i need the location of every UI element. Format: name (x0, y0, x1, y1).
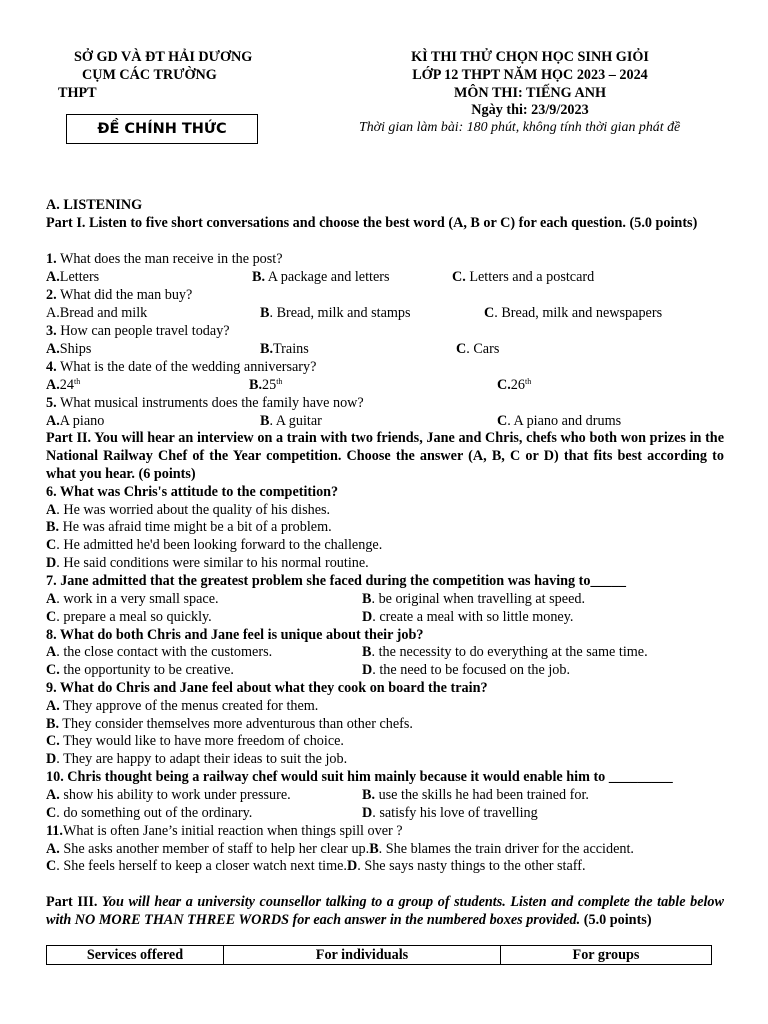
part1-title: Part I. Listen to five short conversations and choose the best word (A, B or C) for each question. (5.0 points) (46, 215, 698, 231)
exam-time: Thời gian làm bài: 180 phút, không tính thời gian phát đề (359, 120, 681, 135)
option-8c: C. the opportunity to be creative. (46, 662, 234, 678)
option-8d: D. the need to be focused on the job. (362, 662, 571, 678)
question-9: 9. What do Chris and Jane feel about what they cook on board the train? (46, 680, 488, 696)
question-4: 4. What is the date of the wedding anniversary? (46, 359, 317, 375)
option-6a: A. He was worried about the quality of his dishes. (46, 502, 331, 518)
question-7: 7. Jane admitted that the greatest problem she faced during the competition was having to_____ (46, 573, 626, 589)
option-6d: D. He said conditions were similar to his normal routine. (46, 555, 369, 571)
school-type: THPT (58, 85, 97, 101)
option-10d: D. satisfy his love of travelling (362, 805, 538, 821)
option-3a: A.Ships (46, 341, 92, 357)
option-10b: B. use the skills he had been trained for. (362, 787, 589, 803)
exam-grade-year: LỚP 12 THPT NĂM HỌC 2023 – 2024 (412, 67, 648, 83)
option-2a: A.Bread and milk (46, 305, 148, 321)
official-exam-box: ĐỀ CHÍNH THỨC (66, 114, 258, 144)
part3-instructions: Part III. You will hear a university counsellor talking to a group of students. Listen and complete the table below with NO MORE THAN THREE WORDS for each answer in the numbered boxes provided. (5.0 points) (46, 894, 724, 928)
option-4a: A.24th (46, 377, 81, 393)
part2-title: Part II. You will hear an interview on a train with two friends, Jane and Chris, chefs who both won prizes in the National Railway Chef of the Year competition. Choose the answer (A, B, C or D) that fits best according to what you hear. (6 points) (46, 430, 724, 482)
option-4c: C.26th (497, 377, 532, 393)
option-11ab: A. She asks another member of staff to help her clear up.B. She blames the train driver for the accident. (46, 841, 634, 857)
exam-date: Ngày thi: 23/9/2023 (471, 102, 589, 118)
option-6b: B. He was afraid time might be a bit of a problem. (46, 519, 332, 535)
option-5a: A.A piano (46, 413, 105, 429)
option-5b: B. A guitar (260, 413, 322, 429)
part3-table (46, 945, 712, 965)
option-7d: D. create a meal with so little money. (362, 609, 574, 625)
table-header-services: Services offered (47, 946, 224, 965)
question-5: 5. What musical instruments does the family have now? (46, 395, 364, 411)
question-11: 11.What is often Jane’s initial reaction when things spill over ? (46, 823, 403, 839)
department-name: SỞ GD VÀ ĐT HẢI DƯƠNG (74, 49, 253, 65)
option-10c: C. do something out of the ordinary. (46, 805, 253, 821)
option-9a: A. They approve of the menus created for them. (46, 698, 319, 714)
exam-title: KÌ THI THỬ CHỌN HỌC SINH GIỎI (411, 49, 649, 65)
option-7b: B. be original when travelling at speed. (362, 591, 586, 607)
table-header-individuals: For individuals (224, 946, 501, 965)
option-9c: C. They would like to have more freedom of choice. (46, 733, 344, 749)
option-9d: D. They are happy to adapt their ideas to suit the job. (46, 751, 348, 767)
option-1c: C. Letters and a postcard (452, 269, 595, 285)
question-8: 8. What do both Chris and Jane feel is unique about their job? (46, 627, 424, 643)
table-header-groups: For groups (501, 946, 712, 965)
option-6c: C. He admitted he'd been looking forward to the challenge. (46, 537, 383, 553)
question-2: 2. What did the man buy? (46, 287, 193, 303)
option-7a: A. work in a very small space. (46, 591, 219, 607)
option-4b: B.25th (249, 377, 283, 393)
option-3b: B.Trains (260, 341, 309, 357)
option-2c: C. Bread, milk and newspapers (484, 305, 663, 321)
question-3: 3. How can people travel today? (46, 323, 230, 339)
option-3c: C. Cars (456, 341, 500, 357)
school-cluster: CỤM CÁC TRƯỜNG (82, 67, 217, 83)
question-6: 6. What was Chris's attitude to the competition? (46, 484, 339, 500)
exam-subject: MÔN THI: TIẾNG ANH (453, 85, 607, 101)
question-1: 1. What does the man receive in the post? (46, 251, 283, 267)
option-9b: B. They consider themselves more adventurous than other chefs. (46, 716, 413, 732)
option-1b: B. A package and letters (252, 269, 390, 285)
option-8b: B. the necessity to do everything at the same time. (362, 644, 648, 660)
option-5c: C. A piano and drums (497, 413, 622, 429)
option-2b: B. Bread, milk and stamps (260, 305, 411, 321)
option-8a: A. the close contact with the customers. (46, 644, 273, 660)
option-11cd: C. She feels herself to keep a closer watch next time.D. She says nasty things to the other staff. (46, 858, 586, 874)
section-title: A. LISTENING (46, 197, 143, 213)
option-1a: A.Letters (46, 269, 100, 285)
option-7c: C. prepare a meal so quickly. (46, 609, 212, 625)
option-10a: A. show his ability to work under pressure. (46, 787, 291, 803)
question-10: 10. Chris thought being a railway chef would suit him mainly because it would enable him to _________ (46, 769, 673, 785)
